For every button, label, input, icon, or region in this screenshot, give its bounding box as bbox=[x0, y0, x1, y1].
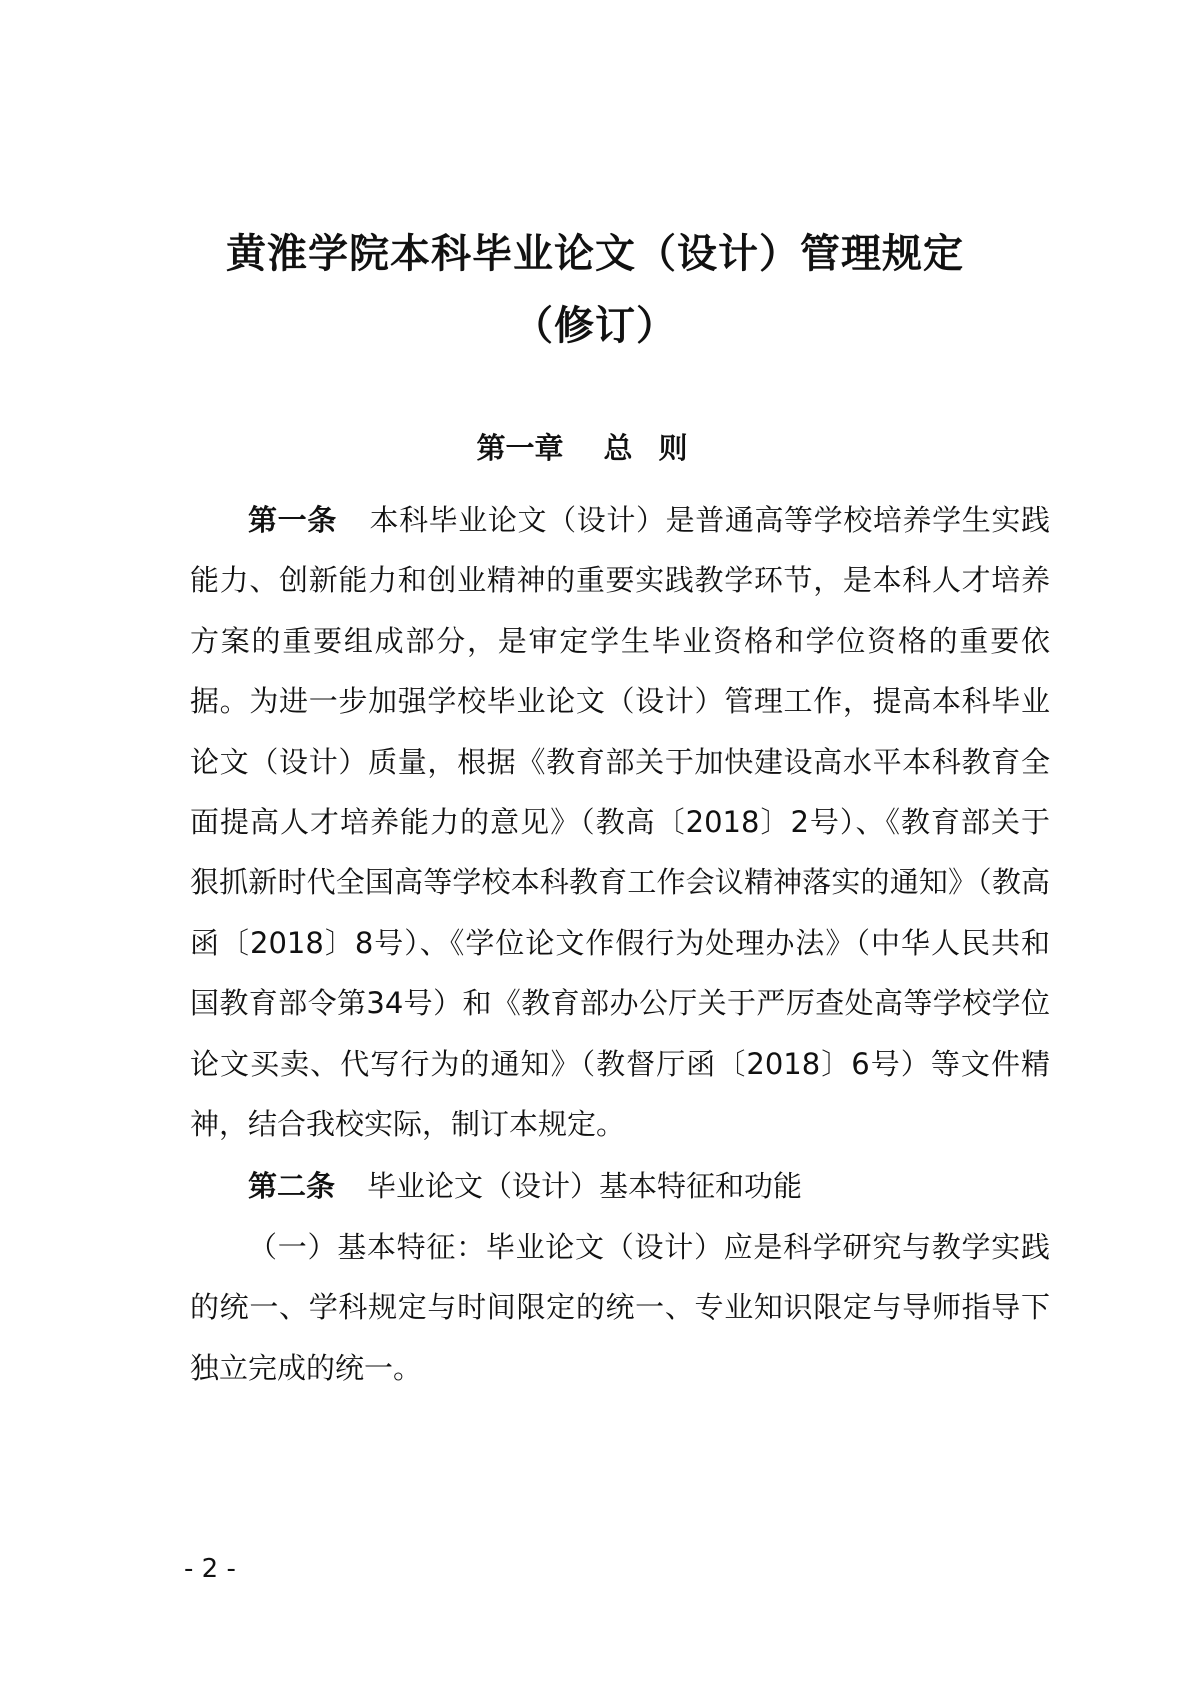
document-title bbox=[0, 218, 1190, 362]
document-title-main: 黄淮学院本科毕业论文（设计）管理规定 bbox=[226, 231, 964, 277]
article-paragraph bbox=[190, 490, 1050, 1154]
article-text: 毕业论文（设计）基本特征和功能 bbox=[367, 1169, 803, 1204]
article-label: 第一条 bbox=[248, 503, 337, 537]
chapter-heading bbox=[0, 428, 1190, 468]
document-body bbox=[190, 490, 1050, 1398]
article-text: 本科毕业论文（设计）是普通高等学校培养学生实践能力、创新能力和创业精神的重要实践教学环节，是本科人才培养方案的重要组成部分，是审定学生毕业资格和学位资格的重要依据。为进一步加强学校毕业论文（设计）管理工作，提高本科毕业论文（设计）质量，根据《教育部关于加快建设高水平本科教育全面提高人才培养能力的意见》（教高〔2018〕2号）、《教育部关于狠抓新时代全国高等学校本科教育工作会议精神落实的通知》（教高函〔2018〕8号）、《学位论文作假行为处理办法》（中华人民共和国教育部令第34号）和《教育部办公厅关于严厉查处高等学校学位论文买卖、代写行为的通知》（教督厅函〔2018〕6号）等文件精神，结合我校实际，制订本规定。 bbox=[190, 503, 1050, 1142]
page-number: - 2 - bbox=[184, 1554, 236, 1584]
chapter-number: 第一章 bbox=[476, 431, 564, 465]
clause-text: （一）基本特征：毕业论文（设计）应是科学研究与教学实践的统一、学科规定与时间限定的统一、专业知识限定与导师指导下独立完成的统一。 bbox=[190, 1229, 1050, 1385]
clause-paragraph bbox=[190, 1217, 1050, 1398]
article-label: 第二条 bbox=[248, 1169, 336, 1204]
article-paragraph bbox=[190, 1156, 1050, 1216]
document-title-subtitle: （修订） bbox=[513, 303, 677, 349]
chapter-title: 总则 bbox=[603, 431, 714, 465]
